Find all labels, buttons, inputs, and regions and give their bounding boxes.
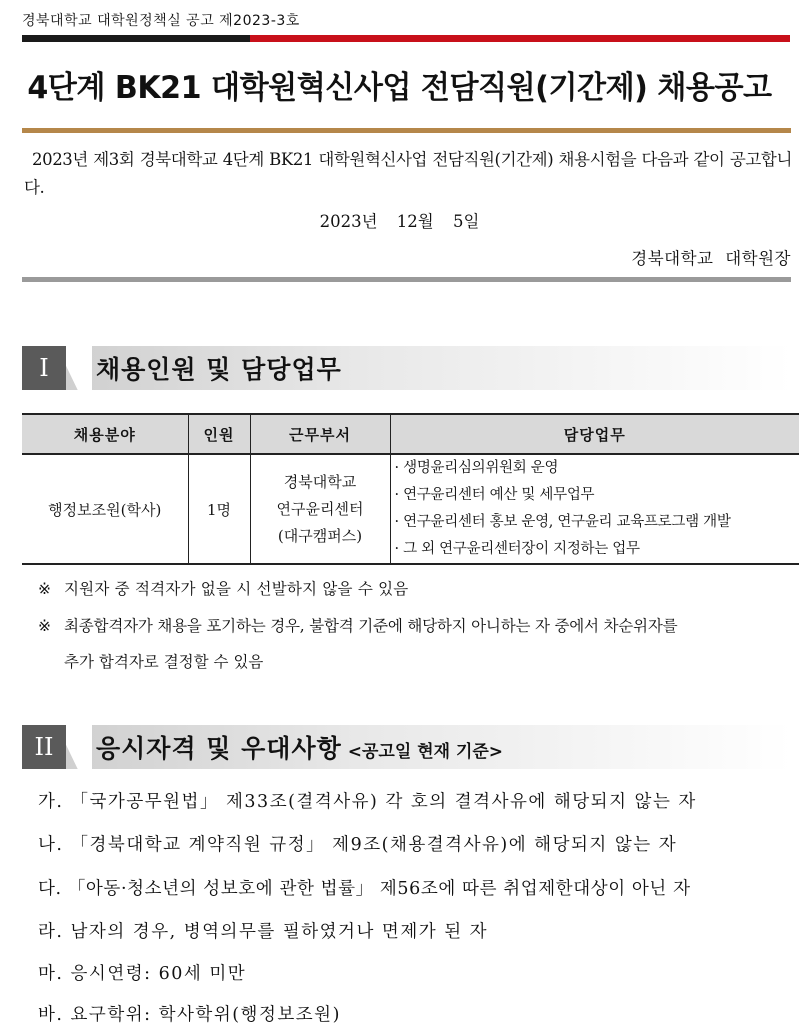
notice-date: 2023년 12월 5일 xyxy=(319,212,480,231)
department-line: 경북대학교 xyxy=(283,472,357,491)
section-2-header xyxy=(22,725,792,769)
header-field: 채용분야 xyxy=(22,414,188,454)
title-divider xyxy=(22,128,791,133)
qualification-item: 나. 「경북대학교 계약직원 규정」 제9조(채용결격사유)에 해당되지 않는 자 xyxy=(38,835,678,855)
duty-item: · 생명윤리심의위원회 운영 xyxy=(394,460,559,476)
duty-item: · 연구윤리센터 홍보 운영, 연구윤리 교육프로그램 개발 xyxy=(394,514,731,530)
qualification-item: 바. 요구학위: 학사학위(행정보조원) xyxy=(38,1005,341,1025)
department-line: 연구윤리센터 xyxy=(276,499,364,518)
header-department: 근무부서 xyxy=(250,414,390,454)
section-1-title: 채용인원 및 담당업무 xyxy=(96,355,342,384)
cell-department xyxy=(250,454,390,564)
qualification-item: 마. 응시연령: 60세 미만 xyxy=(38,964,247,984)
signer: 경북대학교 대학원장 xyxy=(631,249,791,268)
header-count: 인원 xyxy=(188,414,250,454)
notice-number: 경북대학교 대학원정책실 공고 제2023-3호 xyxy=(22,13,300,29)
table-header-row xyxy=(22,414,799,454)
note-2 xyxy=(38,609,793,643)
section-2-title-wrap xyxy=(96,729,503,765)
qualification-item: 라. 남자의 경우, 병역의무를 필하였거나 면제가 된 자 xyxy=(38,922,489,942)
qualification-item: 가. 「국가공무원법」 제33조(결격사유) 각 호의 결격사유에 해당되지 않는 자 xyxy=(38,792,697,812)
recruitment-table xyxy=(22,413,799,565)
header-bar-black xyxy=(22,35,250,42)
section-2-subtitle: <공고일 현재 기준> xyxy=(347,742,504,762)
section-1-header xyxy=(22,346,792,390)
cell-count: 1명 xyxy=(188,454,250,564)
cell-duties xyxy=(390,454,799,564)
document-title: 4단계 BK21 대학원혁신사업 전담직원(기간제) 채용공고 xyxy=(27,70,772,106)
intro-divider xyxy=(22,277,791,282)
reference-mark-icon: ※ xyxy=(38,580,52,598)
header-duties: 담당업무 xyxy=(390,414,799,454)
header-bar-red xyxy=(250,35,790,42)
duty-item: · 그 외 연구윤리센터장이 지정하는 업무 xyxy=(394,541,640,557)
department-line: (대구캠퍼스) xyxy=(277,526,363,545)
note-2-continued: 추가 합격자로 결정할 수 있음 xyxy=(64,653,264,671)
note-1-text: 지원자 중 적격자가 없을 시 선발하지 않을 수 있음 xyxy=(64,580,409,598)
note-2-text: 최종합격자가 채용을 포기하는 경우, 불합격 기준에 해당하지 아니하는 자 중에서 차순위자를 xyxy=(64,617,678,635)
table-row xyxy=(22,454,799,564)
reference-mark-icon: ※ xyxy=(38,617,51,635)
qualification-item: 다. 「아동·청소년의 성보호에 관한 법률」 제56조에 따른 취업제한대상이 아닌 자 xyxy=(38,879,691,899)
section-1-numeral: I xyxy=(22,346,66,390)
cell-field: 행정보조원(학사) xyxy=(22,454,188,564)
intro-text: 2023년 제3회 경북대학교 4단계 BK21 대학원혁신사업 전담직원(기간제) 채용시험을 다음과 같이 공고합니다. xyxy=(24,150,792,197)
duty-item: · 연구윤리센터 예산 및 세무업무 xyxy=(394,487,595,503)
section-2-title: 응시자격 및 우대사항 xyxy=(96,734,342,763)
note-1 xyxy=(38,572,793,606)
section-2-numeral: II xyxy=(22,725,66,769)
